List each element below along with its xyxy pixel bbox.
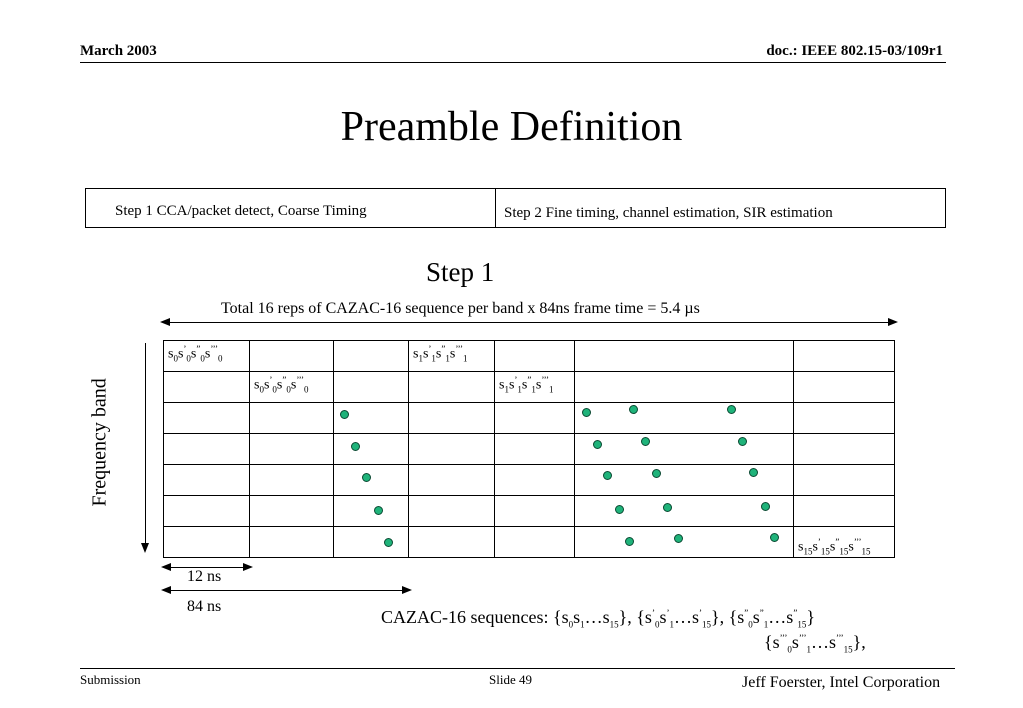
ellipsis-dot <box>615 505 624 514</box>
ellipsis-dot <box>652 469 661 478</box>
step-heading: Step 1 <box>426 257 495 287</box>
grid-cell <box>575 341 794 372</box>
sequence-label-s0: $s_0s^’_0s^”_0s^{’’’}_0$ <box>168 344 223 364</box>
ellipsis-dot <box>384 538 393 547</box>
slide-title: Preamble Definition <box>340 104 683 150</box>
footer-submission: Submission <box>80 672 141 687</box>
ellipsis-dot <box>770 533 779 542</box>
step2-label: Step 2 Fine timing, channel estimation, SIR estimation <box>504 205 833 221</box>
cazac-prefix: CAZAC-16 sequences: <box>381 607 553 627</box>
ellipsis-dot <box>674 534 683 543</box>
dim-84ns-right-head <box>402 586 412 594</box>
grid-cell <box>794 372 895 403</box>
steps-bar-divider <box>495 188 496 228</box>
ellipsis-dot <box>663 503 672 512</box>
footer-author: Jeff Foerster, Intel Corporation <box>742 674 941 691</box>
grid-cell <box>409 341 495 372</box>
header-date: March 2003 <box>80 43 157 59</box>
header-doc-id: doc.: IEEE 802.15-03/109r1 <box>766 43 943 59</box>
ellipsis-dot <box>340 410 349 419</box>
grid-cell <box>794 527 895 558</box>
header-rule <box>80 62 946 63</box>
dim-12ns-left-head <box>161 563 171 571</box>
grid-cell <box>164 372 250 403</box>
span-arrow-left-head <box>160 318 170 326</box>
sequence-label-s15: $s_{15}s^’_{15}s^”_{15}s^{’’’}_{15}$ <box>798 537 871 557</box>
ellipsis-dot <box>603 471 612 480</box>
ellipsis-dot <box>351 442 360 451</box>
total-reps-note: Total 16 reps of CAZAC-16 sequence per band x 84ns frame time = 5.4 µs <box>221 300 700 317</box>
ellipsis-dot <box>374 506 383 515</box>
ellipsis-dot <box>727 405 736 414</box>
grid-cell <box>794 341 895 372</box>
grid-cell <box>334 341 409 372</box>
grid-cell <box>250 372 334 403</box>
frequency-axis-label: Frequency band <box>88 378 111 507</box>
dim-12ns-right-head <box>243 563 253 571</box>
grid-row <box>164 527 895 558</box>
ellipsis-dot <box>749 468 758 477</box>
ellipsis-dot <box>641 437 650 446</box>
ellipsis-dot <box>582 408 591 417</box>
ellipsis-dot <box>738 437 747 446</box>
ellipsis-dot <box>625 537 634 546</box>
grid-row <box>164 372 895 403</box>
grid-cell <box>495 341 575 372</box>
grid-cell <box>409 372 495 403</box>
cazac-sequences-line1: CAZAC-16 sequences: $\{s_0s_1\dots s_{15}\}$, $\{s^’_0s^’_1\dots s^’_{15}\}$, $\{s^”_0s^”_1\dots s^”_{15}\}$ <box>381 607 815 630</box>
grid-row <box>164 496 895 527</box>
dim-12ns-label: 12 ns <box>187 568 222 585</box>
span-arrow-line <box>165 322 891 323</box>
frequency-arrow-line <box>145 343 146 546</box>
ellipsis-dot <box>629 405 638 414</box>
grid-row <box>164 434 895 465</box>
grid-row <box>164 465 895 496</box>
cazac-sequences-line2: $\{s^{’’’}_0s^{’’’}_1\dots s^{’’’}_{15}\}$, <box>764 632 866 655</box>
sequence-label-s1: $s_1s^’_1s^”_1s^{’’’}_1$ <box>413 344 468 364</box>
grid-row <box>164 341 895 372</box>
grid-cell <box>164 341 250 372</box>
dim-84ns-label: 84 ns <box>187 598 222 615</box>
dim-84ns-line <box>166 590 406 591</box>
sequence-label-s0-band2: $s_0s^’_0s^”_0s^{’’’}_0$ <box>254 375 309 395</box>
dim-84ns-left-head <box>161 586 171 594</box>
preamble-grid <box>163 340 895 558</box>
grid-cell <box>495 372 575 403</box>
ellipsis-dot <box>362 473 371 482</box>
footer-slide-number: Slide 49 <box>489 672 532 687</box>
grid-cell <box>334 372 409 403</box>
step1-label: Step 1 CCA/packet detect, Coarse Timing <box>115 203 367 219</box>
grid-row <box>164 403 895 434</box>
ellipsis-dot <box>761 502 770 511</box>
span-arrow-right-head <box>888 318 898 326</box>
frequency-arrow-head <box>141 543 149 553</box>
grid-cell <box>575 372 794 403</box>
sequence-label-s1-band2: $s_1s^’_1s^”_1s^{’’’}_1$ <box>499 375 554 395</box>
footer-rule <box>80 668 955 669</box>
grid-cell <box>250 341 334 372</box>
ellipsis-dot <box>593 440 602 449</box>
